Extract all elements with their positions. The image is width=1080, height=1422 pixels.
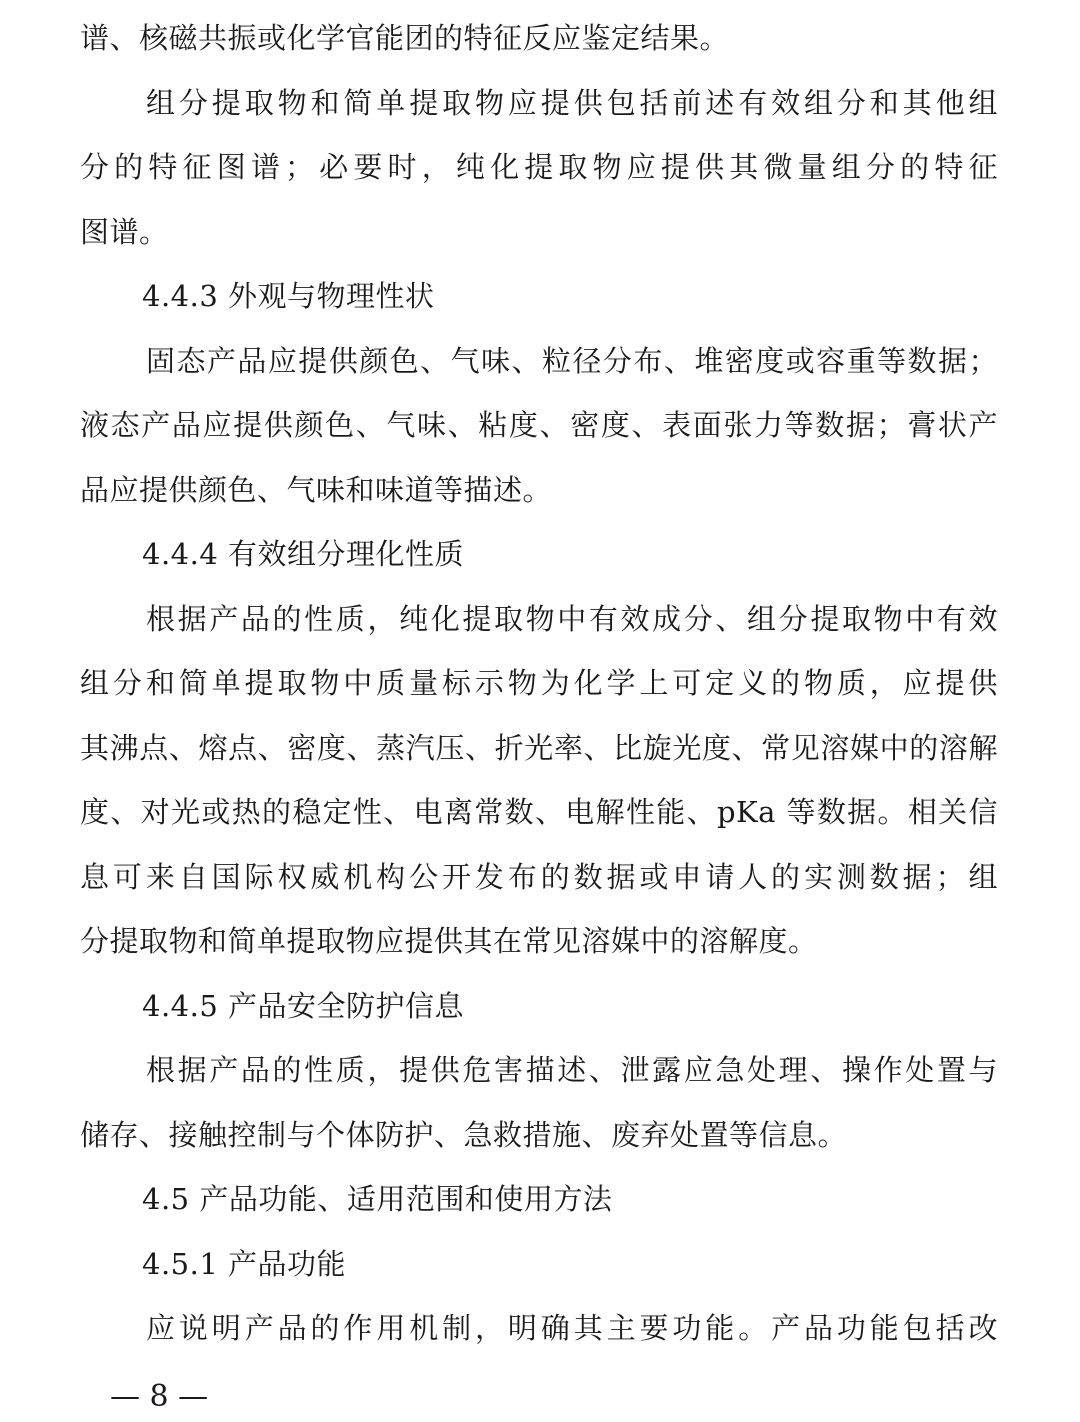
text-line: 组分和简单提取物中质量标示物为化学上可定义的物质，应提供 xyxy=(80,666,998,700)
text-line: 其沸点、熔点、密度、蒸汽压、折光率、比旋光度、常见溶媒中的溶解 xyxy=(80,730,998,765)
text-line: 固态产品应提供颜色、气味、粒径分布、堆密度或容重等数据； xyxy=(146,343,998,378)
text-line: 图谱。 xyxy=(80,214,169,249)
section-heading-4-4-3: 4.4.3 外观与物理性状 xyxy=(142,279,435,313)
section-heading-4-4-4: 4.4.4 有效组分理化性质 xyxy=(142,537,465,571)
section-heading-4-4-5: 4.4.5 产品安全防护信息 xyxy=(142,988,465,1023)
text-line: 品应提供颜色、气味和味道等描述。 xyxy=(80,472,553,507)
text-line: 息可来自国际权威机构公开发布的数据或申请人的实测数据；组 xyxy=(80,859,998,894)
section-heading-4-5: 4.5 产品功能、适用范围和使用方法 xyxy=(142,1182,613,1216)
text-line: 度、对光或热的稳定性、电离常数、电解性能、pKa 等数据。相关信 xyxy=(80,795,998,829)
text-line: 分的特征图谱；必要时，纯化提取物应提供其微量组分的特征 xyxy=(80,150,998,184)
text-line: 储存、接触控制与个体防护、急救措施、废弃处置等信息。 xyxy=(80,1117,848,1152)
text-line: 根据产品的性质，提供危害描述、泄露应急处理、操作处置与 xyxy=(146,1053,998,1087)
text-line: 根据产品的性质，纯化提取物中有效成分、组分提取物中有效 xyxy=(146,601,998,636)
text-line: 应说明产品的作用机制，明确其主要功能。产品功能包括改 xyxy=(146,1311,998,1345)
text-line: 分提取物和简单提取物应提供其在常见溶媒中的溶解度。 xyxy=(80,924,818,958)
page-number: — 8 — xyxy=(110,1379,209,1414)
text-line: 液态产品应提供颜色、气味、粘度、密度、表面张力等数据；膏状产 xyxy=(80,408,998,442)
text-line: 组分提取物和简单提取物应提供包括前述有效组分和其他组 xyxy=(146,85,998,120)
section-heading-4-5-1: 4.5.1 产品功能 xyxy=(142,1246,347,1281)
document-body xyxy=(80,6,998,1361)
text-line: 谱、核磁共振或化学官能团的特征反应鉴定结果。 xyxy=(80,21,730,55)
